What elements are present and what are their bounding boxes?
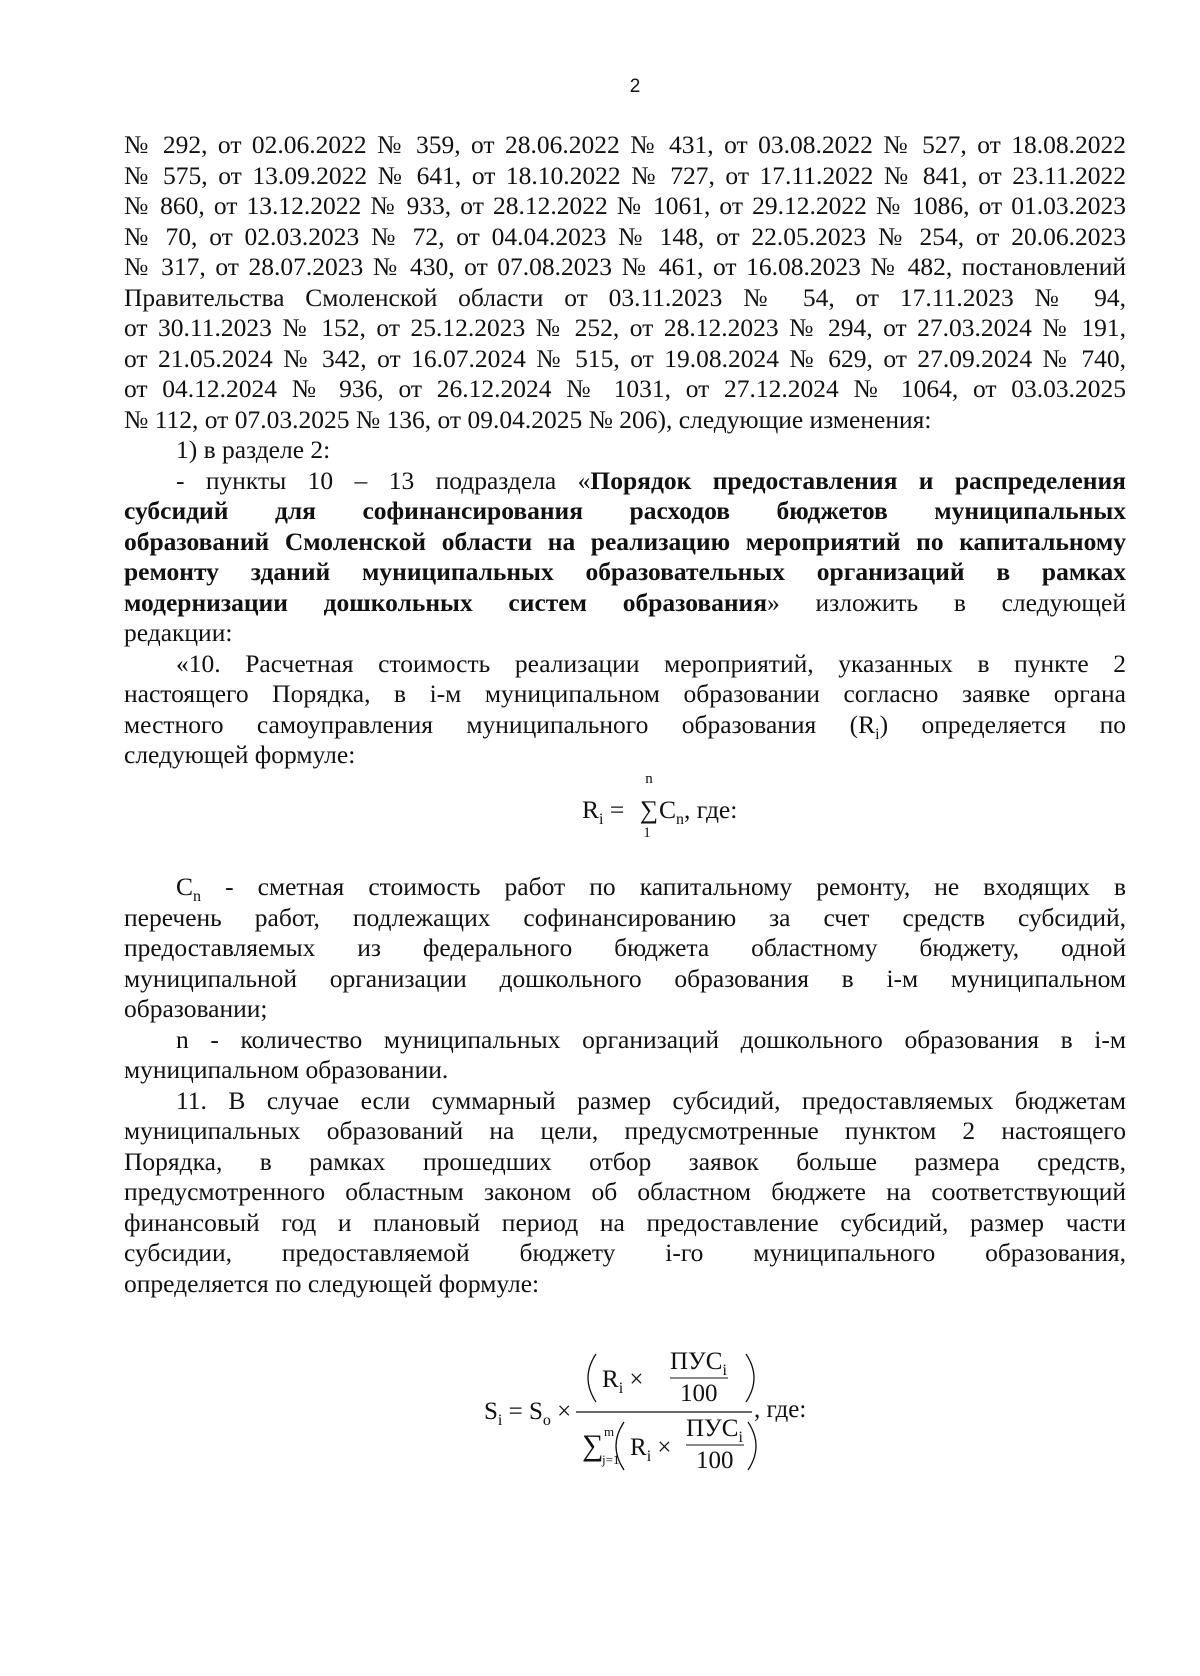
denominator-sum-symbol: ∑ [582, 1429, 604, 1462]
sum-upper-limit: n [645, 771, 653, 787]
document-body [124, 130, 1126, 771]
subsection-tail2: редакции: [124, 618, 233, 647]
text-line: от 30.11.2023 № 152, от 25.12.2023 № 252, от 28.12.2023 № 294, от 27.03.2024 № 191, [124, 313, 1126, 342]
subsection-title-part: Порядок предоставления и распределения [590, 465, 1126, 495]
sum-lower-limit: 1 [643, 825, 651, 841]
para11-line: определяется по следующей формуле: [124, 1268, 540, 1298]
para10-line: «10. Расчетная стоимость реализации мероприятий, указанных в пункте 2 [176, 648, 1126, 678]
text-line: № 317, от 28.07.2023 № 430, от 07.08.2023 № 461, от 16.08.2023 № 482, постановлений [124, 252, 1126, 281]
para10-line: настоящего Порядка, в i-м муниципальном образовании согласно заявке органа [124, 679, 1126, 708]
formula-ri: $R_i$ = n ∑ 1 $C_n$, где: [582, 771, 738, 841]
numerator-pus: $ПУС_i$ [670, 1348, 727, 1379]
page-number: 2 [629, 76, 641, 97]
subsection-tail: » изложить в следующей [767, 587, 1126, 617]
para10-line: следующей формуле: [124, 740, 356, 769]
text-line: № 575, от 13.09.2022 № 641, от 18.10.2022 № 727, от 17.11.2022 № 841, от 23.11.2022 [124, 160, 1126, 190]
cn-def-line: перечень работ, подлежащих софинансированию за счет средств субсидий, [124, 902, 1126, 932]
denominator-sum-upper: m [604, 1424, 615, 1439]
item-1: 1) в разделе 2: [176, 435, 331, 464]
denominator-sum-lower: j=1 [602, 1452, 620, 1467]
cn-def-line: предоставляемых из федерального бюджета областному бюджету, одной [124, 933, 1126, 962]
para11-line: предусмотренного областным законом об областном бюджете на соответствующий [124, 1177, 1126, 1206]
sum-symbol: ∑ [640, 795, 659, 824]
para11-line: Порядка, в рамках прошедших отбор заявок больше размера средств, [124, 1146, 1126, 1176]
text-line: № 70, от 02.03.2023 № 72, от 04.04.2023 № 148, от 22.05.2023 № 254, от 20.06.2023 [124, 221, 1126, 251]
denominator-r: $R_i$ × [630, 1434, 672, 1465]
para10-line: местного самоуправления муниципального образования $(R_i)$ определяется по [124, 709, 1126, 743]
n-def-line: n - количество муниципальных организаций дошкольного образования в i-м [176, 1024, 1126, 1054]
subsection-title-part: образований Смоленской области на реализацию мероприятий по капитальному [124, 526, 1126, 556]
numerator-hundred: 100 [680, 1380, 718, 1407]
formula-si [484, 1346, 864, 1476]
subsection-title-part: ремонту зданий муниципальных образовательных организаций в рамках [124, 557, 1126, 586]
formula-lhs: $S_i = S_o$ × [484, 1398, 572, 1429]
subsection-intro: - пункты 10 – 13 подраздела « [176, 465, 591, 495]
subsection-title-part: субсидий для софинансирования расходов бюджетов муниципальных [124, 496, 1126, 525]
para11-line: субсидии, предоставляемой бюджету i-го муниципального образования, [124, 1238, 1126, 1267]
text-line: № 292, от 02.06.2022 № 359, от 28.06.2022 № 431, от 03.08.2022 № 527, от 18.08.2022 [124, 130, 1126, 159]
text-line: от 04.12.2024 № 936, от 26.12.2024 № 1031, от 27.12.2024 № 1064, от 03.03.2025 [124, 374, 1126, 403]
cn-def-line: $C_n$ - сметная стоимость работ по капитальному ремонту, не входящих в [176, 872, 1126, 906]
para11-line: финансовый год и плановый период на предоставление субсидий, размер части [124, 1207, 1126, 1237]
text-line: Правительства Смоленской области от 03.11.2023 № 54, от 17.11.2023 № 94, [124, 282, 1126, 312]
para11-line: муниципальных образований на цели, предусмотренные пунктом 2 настоящего [124, 1116, 1126, 1145]
para11-line: 11. В случае если суммарный размер субсидий, предоставляемых бюджетам [176, 1085, 1126, 1115]
denominator-hundred: 100 [696, 1447, 734, 1474]
text-line: № 112, от 07.03.2025 № 136, от 09.04.2025 № 206), следующие изменения: [124, 404, 932, 434]
text-line: от 21.05.2024 № 342, от 16.07.2024 № 515, от 19.08.2024 № 629, от 27.09.2024 № 740, [124, 343, 1126, 373]
definitions-block [124, 872, 1126, 1299]
subsection-title-end-line [124, 588, 1126, 619]
formula-tail: , где: [754, 1396, 807, 1423]
n-def-line: муниципальном образовании. [124, 1055, 449, 1084]
subsection-title-part: модернизации дошкольных систем образования [124, 587, 768, 617]
text-line: № 860, от 13.12.2022 № 933, от 28.12.2022 № 1061, от 29.12.2022 № 1086, от 01.03.2023 [124, 191, 1126, 220]
denominator-pus: $ПУС_i$ [686, 1415, 743, 1446]
subsection-intro-line [124, 466, 1126, 497]
numerator-r: $R_i$ × [602, 1366, 644, 1397]
cn-def-line: муниципальной организации дошкольного образования в i-м муниципальном [124, 963, 1126, 993]
cn-def-line: образовании; [124, 994, 268, 1023]
